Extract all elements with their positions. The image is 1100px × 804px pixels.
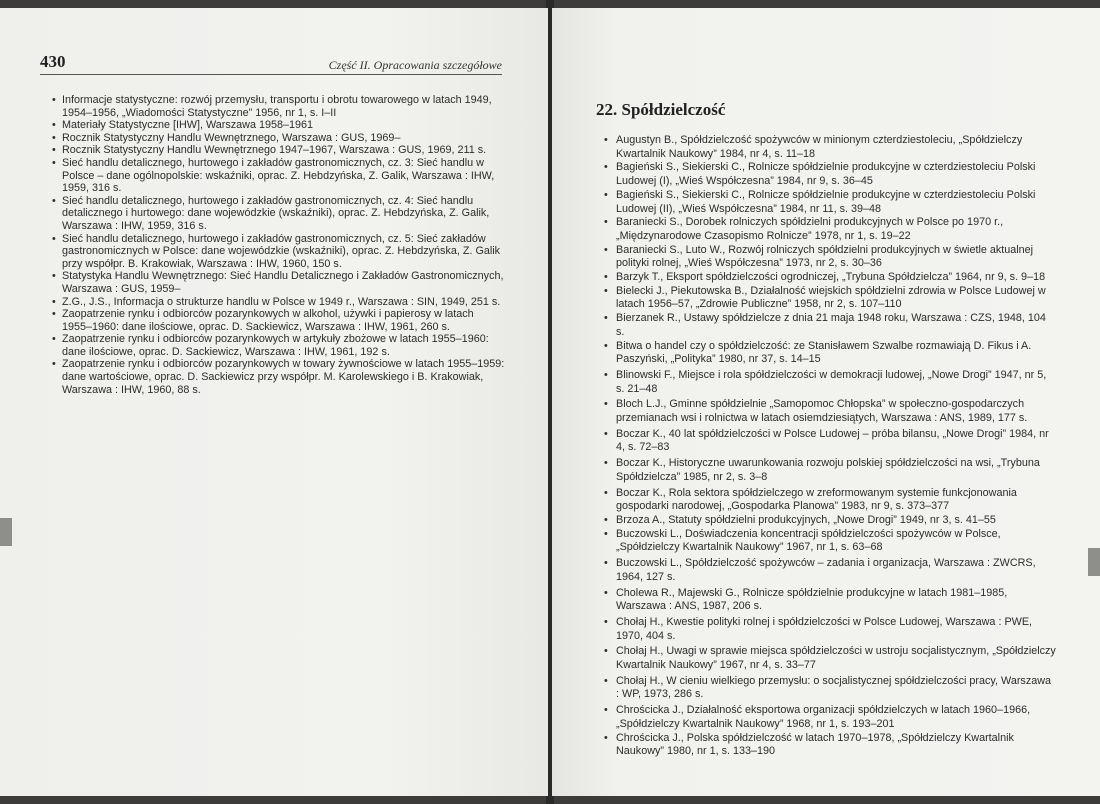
bibliography-entry: • Bielecki J., Piekutowska B., Działalność wiejskich spółdzielni zdrowia w Polsce Ludowej w latach 1956–57, „Zdrowie Publiczne” 1958, nr 2, s. 107–110: [596, 285, 1056, 312]
bibliography-entry: • Materiały Statystyczne [IHW], Warszawa 1958–1961: [40, 119, 506, 132]
bibliography-entry: • Augustyn B., Spółdzielczość spożywców w minionym czterdziestoleciu, „Spółdzielczy Kwartalnik Naukowy” 1984, nr 4, s. 11–18: [596, 134, 1056, 161]
bibliography-entry: • Buczowski L., Spółdzielczość spożywców – zadania i organizacja, Warszawa : ZWCRS, 1964, 127 s.: [596, 557, 1056, 584]
section-title: 22. Spółdzielczość: [596, 100, 726, 119]
thumb-index-tab: [1088, 548, 1100, 576]
bibliography-entry: • Brzoza A., Statuty spółdzielni produkcyjnych, „Nowe Drogi” 1949, nr 3, s. 41–55: [596, 514, 1056, 528]
bibliography-entry: • Sieć handlu detalicznego, hurtowego i zakładów gastronomicznych, cz. 4: Sieć handlu detalicznego i hurtowego: dane wojewódzkie (wskaźniki), oprac. Z. Hebdzyńska, Z. Galik, Warszawa : IHW, 1959, 316 s.: [40, 195, 506, 233]
running-head: Część II. Opracowania szczegółowe: [328, 58, 502, 72]
left-page: [0, 8, 548, 796]
bibliography-entry: • Chołaj H., Uwagi w sprawie miejsca spółdzielczości w ustroju socjalistycznym, „Spółdzielczy Kwartalnik Naukowy” 1967, nr 4, s. 33–77: [596, 645, 1056, 672]
bibliography-entry: • Bloch L.J., Gminne spółdzielnie „Samopomoc Chłopska” w społeczno-gospodarczych przemianach wsi i rolnictwa w latach osiemdziesiątych, Warszawa : ANS, 1989, 177 s.: [596, 398, 1056, 425]
bibliography-entry: • Rocznik Statystyczny Handlu Wewnętrznego 1947–1967, Warszawa : GUS, 1969, 211 s.: [40, 144, 506, 157]
bibliography-entry: • Bierzanek R., Ustawy spółdzielcze z dnia 21 maja 1948 roku, Warszawa : CZS, 1948, 104 s.: [596, 312, 1056, 339]
bibliography-entry: • Cholewa R., Majewski G., Rolnicze spółdzielnie produkcyjne w latach 1981–1985, Warszawa : ANS, 1987, 206 s.: [596, 587, 1056, 614]
bibliography-entry: • Zaopatrzenie rynku i odbiorców pozarynkowych w towary żywnościowe w latach 1955–1959: dane wartościowe, oprac. D. Sackiewicz przy współpr. M. Karolewskiego i B. Krakowiak, Warszawa : IHW, 1960, 88 s.: [40, 358, 506, 396]
bibliography-entry: • Zaopatrzenie rynku i odbiorców pozarynkowych w alkohol, używki i papierosy w latach 1955–1960: dane ilościowe, oprac. D. Sackiewicz, Warszawa : IHW, 1961, 260 s.: [40, 308, 506, 333]
bibliography-entry: • Barzyk T., Eksport spółdzielczości ogrodniczej, „Trybuna Spółdzielcza” 1964, nr 9, s. 9–18: [596, 271, 1056, 285]
bibliography-entry: • Baraniecki S., Luto W., Rozwój rolniczych spółdzielni produkcyjnych w świetle aktualnej polityki rolnej, „Wieś Współczesna” 1973, nr 2, s. 30–36: [596, 244, 1056, 271]
bibliography-list: [40, 94, 506, 396]
bibliography-entry: • Bitwa o handel czy o spółdzielczość: ze Stanisławem Szwalbe rozmawiają D. Fikus i A. Paszyński, „Polityka” 1980, nr 37, s. 14–15: [596, 340, 1056, 367]
bibliography-entry: • Rocznik Statystyczny Handlu Wewnętrznego, Warszawa : GUS, 1969–: [40, 132, 506, 145]
bibliography-entry: • Chrościcka J., Polska spółdzielczość w latach 1970–1978, „Spółdzielczy Kwartalnik Naukowy” 1980, nr 1, s. 133–190: [596, 732, 1056, 759]
bibliography-entry: • Chołaj H., Kwestie polityki rolnej i spółdzielczości w Polsce Ludowej, Warszawa : PWE, 1970, 404 s.: [596, 616, 1056, 643]
bibliography-entry: • Buczowski L., Doświadczenia koncentracji spółdzielczości spożywców w Polsce, „Spółdzielczy Kwartalnik Naukowy” 1967, nr 1, s. 63–68: [596, 528, 1056, 555]
bibliography-entry: • Z.G., J.S., Informacja o strukturze handlu w Polsce w 1949 r., Warszawa : SIN, 1949, 251 s.: [40, 296, 506, 309]
bibliography-entry: • Bagieński S., Siekierski C., Rolnicze spółdzielnie produkcyjne w czterdziestoleciu Polski Ludowej (II), „Wieś Współczesna” 1984, nr 11, s. 39–48: [596, 189, 1056, 216]
bibliography-entry: • Chołaj H., W cieniu wielkiego przemysłu: o socjalistycznej spółdzielczości pracy, Warszawa : WP, 1973, 286 s.: [596, 675, 1056, 702]
bibliography-entry: • Zaopatrzenie rynku i odbiorców pozarynkowych w artykuły zbożowe w latach 1955–1960: dane ilościowe, oprac. D. Sackiewicz, Warszawa : IHW, 1961, 192 s.: [40, 333, 506, 358]
bibliography-entry: • Boczar K., Rola sektora spółdzielczego w zreformowanym systemie funkcjonowania gospodarki narodowej, „Gospodarka Planowa” 1983, nr 9, s. 373–377: [596, 487, 1056, 514]
bibliography-entry: • Boczar K., Historyczne uwarunkowania rozwoju polskiej spółdzielczości na wsi, „Trybuna Spółdzielcza” 1985, nr 2, s. 3–8: [596, 457, 1056, 484]
thumb-index-tab: [0, 518, 12, 546]
bibliography-entry: • Blinowski F., Miejsce i rola spółdzielczości w demokracji ludowej, „Nowe Drogi” 1947, nr 5, s. 21–48: [596, 369, 1056, 396]
header-rule: [40, 74, 502, 75]
page-number: 430: [40, 52, 66, 71]
bibliography-entry: • Sieć handlu detalicznego, hurtowego i zakładów gastronomicznych, cz. 3: Sieć handlu w Polsce – dane ogólnopolskie: wskaźniki, oprac. Z. Hebdzyńska, Z. Galik, Warszawa : IHW, 1959, 316 s.: [40, 157, 506, 195]
bibliography-entry: • Baraniecki S., Dorobek rolniczych spółdzielni produkcyjnych w Polsce po 1970 r., „Międzynarodowe Czasopismo Rolnicze” 1978, nr 1, s. 19–22: [596, 216, 1056, 243]
bibliography-entry: • Bagieński S., Siekierski C., Rolnicze spółdzielnie produkcyjne w czterdziestoleciu Polski Ludowej (I), „Wieś Współczesna” 1984, nr 9, s. 36–45: [596, 161, 1056, 188]
bibliography-list: [596, 134, 1056, 759]
bibliography-entry: • Informacje statystyczne: rozwój przemysłu, transportu i obrotu towarowego w latach 1949, 1954–1956, „Wiadomości Statystyczne” 1956, nr 1, s. I–II: [40, 94, 506, 119]
bibliography-entry: • Chrościcka J., Działalność eksportowa organizacji spółdzielczych w latach 1960–1966, „Spółdzielczy Kwartalnik Naukowy” 1968, nr 1, s. 193–201: [596, 704, 1056, 731]
bibliography-entry: • Sieć handlu detalicznego, hurtowego i zakładów gastronomicznych, cz. 5: Sieć zakładów gastronomicznych w Polsce: dane wojewódzkie (wskaźniki), oprac. Z. Hebdzyńska, Z. Galik przy współpr. B. Krakowiak, Warszawa : IHW, 1960, 150 s.: [40, 233, 506, 271]
bibliography-entry: • Statystyka Handlu Wewnętrznego: Sieć Handlu Detalicznego i Zakładów Gastronomicznych, Warszawa : GUS, 1959–: [40, 270, 506, 295]
bibliography-entry: • Boczar K., 40 lat spółdzielczości w Polsce Ludowej – próba bilansu, „Nowe Drogi” 1984, nr 4, s. 72–83: [596, 428, 1056, 455]
right-page: [552, 8, 1100, 796]
